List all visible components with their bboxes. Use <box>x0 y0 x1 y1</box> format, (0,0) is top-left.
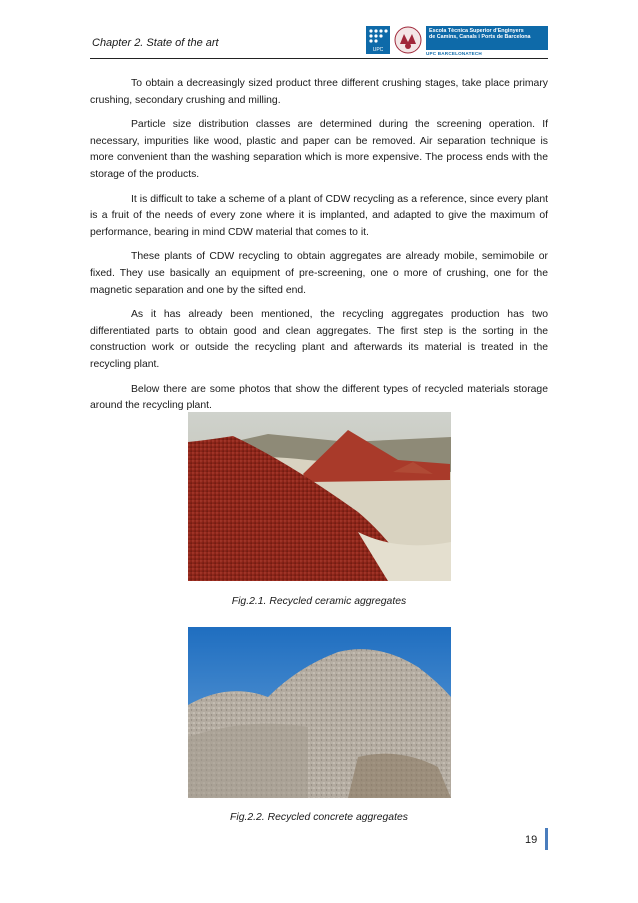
school-name-line-2: de Camins, Canals i Ports de Barcelona <box>429 34 531 41</box>
paragraph: These plants of CDW recycling to obtain aggregates are already mobile, semimobile or fixed. They use basically an equipment of pre-screening, one o more of crushing, one for the magnetic separation and one by the sifted end. <box>90 251 548 296</box>
university-logo <box>366 26 548 60</box>
page-number-bar <box>545 828 548 850</box>
figure-caption: Fig.2.2. Recycled concrete aggregates <box>230 812 408 823</box>
header-divider <box>90 58 548 59</box>
paragraph: As it has already been mentioned, the recycling aggregates production has two differentiated parts to obtain good and clean aggregates. The first step is the sorting in the construction work or outside the recycling plant and afterwards its material is treated in the recycling plant. <box>90 309 548 370</box>
concrete-aggregates-photo <box>188 627 451 798</box>
school-name-line-1: Escola Tècnica Superior d'Enginyers <box>429 28 524 34</box>
paragraph: Below there are some photos that show the different types of recycled materials storage around the recycling plant. <box>90 383 548 412</box>
logo-tagline: UPC BARCELONATECH <box>426 51 482 56</box>
paragraph: It is difficult to take a scheme of a plant of CDW recycling as a reference, since every plant is a fruit of the needs of every zone where it is implanted, and adapted to give the maximum of performance, bearing in mind CDW material that comes to it. <box>90 193 548 238</box>
upc-label: UPC <box>372 47 384 53</box>
body-text <box>90 76 548 423</box>
paragraph: To obtain a decreasingly sized product three different crushing stages, take place primary crushing, secondary crushing and milling. <box>90 78 548 106</box>
school-seal-icon <box>394 26 422 54</box>
school-name-box <box>426 26 548 50</box>
upc-logo-icon <box>366 26 390 54</box>
figure-caption: Fig.2.1. Recycled ceramic aggregates <box>231 596 407 607</box>
chapter-title: Chapter 2. State of the art <box>92 37 219 49</box>
page-number: 19 <box>525 834 538 846</box>
paragraph: Particle size distribution classes are determined during the screening operation. If necessary, impurities like wood, plastic and paper can be removed. Air separation technique is more convenient than the washing separation which is more expensive. The process ends with the storage of the products. <box>90 119 548 180</box>
ceramic-aggregates-photo <box>188 412 451 581</box>
